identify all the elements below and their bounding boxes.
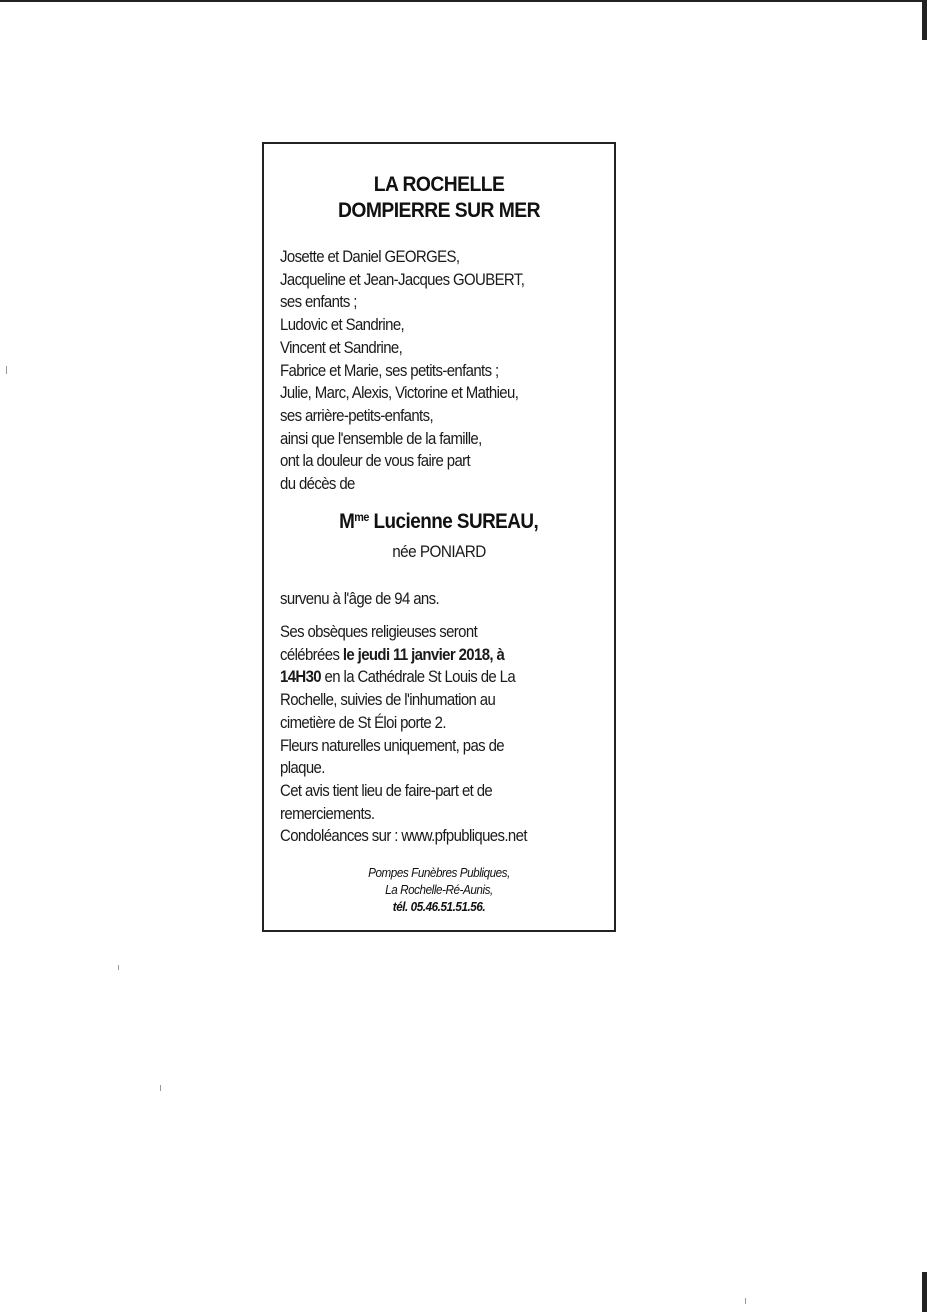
funeral-line: Rochelle, suivies de l'inhumation au — [280, 690, 496, 710]
scan-speck — [745, 1298, 746, 1304]
family-line: Ludovic et Sandrine, — [280, 315, 405, 335]
funeral-line: Fleurs naturelles uniquement, pas de — [280, 735, 504, 755]
funeral-line: remerciements. — [280, 803, 375, 823]
scan-edge-right-bottom — [922, 1272, 927, 1312]
family-line: Julie, Marc, Alexis, Victorine et Mathieu, — [280, 383, 519, 403]
heading-city-2: DOMPIERRE SUR MER — [337, 199, 541, 222]
deceased-fullname: Lucienne SUREAU, — [373, 510, 539, 533]
funeral-line: Ses obsèques religieuses seront — [280, 622, 478, 641]
family-line: ainsi que l'ensemble de la famille, — [280, 428, 482, 448]
condolences-line: Condoléances sur : www.pfpubliques.net — [280, 826, 527, 846]
scan-speck — [160, 1085, 161, 1091]
family-line: ont la douleur de vous faire part — [280, 451, 471, 471]
age-line: survenu à l'âge de 94 ans. — [280, 589, 440, 608]
funeral-line: Cet avis tient lieu de faire-part et de — [280, 780, 493, 800]
scan-speck — [6, 366, 7, 374]
scan-speck — [118, 965, 119, 970]
funeral-line: cimetière de St Éloi porte 2. — [280, 712, 446, 732]
funeral-line: plaque. — [280, 758, 325, 778]
family-line: ses enfants ; — [280, 292, 357, 312]
family-line: du décès de — [280, 474, 355, 494]
family-announcement — [280, 246, 610, 496]
heading-city-1: LA ROCHELLE — [373, 173, 505, 196]
deceased-title-sup: me — [354, 510, 370, 524]
death-notice-box — [262, 142, 616, 932]
funeral-date: le jeudi 11 janvier 2018, à — [342, 644, 505, 664]
family-line: ses arrière-petits-enfants, — [280, 405, 433, 425]
family-line: Fabrice et Marie, ses petits-enfants ; — [280, 360, 499, 380]
scan-edge-right-top — [922, 0, 927, 40]
funeral-line: célébrées le jeudi 11 janvier 2018, à — [280, 644, 505, 664]
family-line: Jacqueline et Jean-Jacques GOUBERT, — [280, 269, 525, 289]
family-line: Josette et Daniel GEORGES, — [280, 247, 460, 266]
funeral-details — [280, 621, 610, 848]
funeral-home-name: Pompes Funèbres Publiques, — [368, 865, 510, 880]
deceased-name — [264, 510, 614, 534]
scan-edge-top — [0, 0, 927, 2]
funeral-home-footer — [264, 864, 614, 915]
notice-heading — [264, 172, 614, 224]
funeral-home-phone: tél. 05.46.51.51.56. — [392, 899, 486, 914]
funeral-line: 14H30 en la Cathédrale St Louis de La — [280, 667, 516, 687]
family-line: Vincent et Sandrine, — [280, 337, 403, 357]
funeral-home-location: La Rochelle-Ré-Aunis, — [385, 882, 493, 897]
deceased-title: M — [339, 510, 355, 533]
maiden-name: née PONIARD — [392, 542, 486, 561]
funeral-time: 14H30 — [280, 667, 322, 687]
